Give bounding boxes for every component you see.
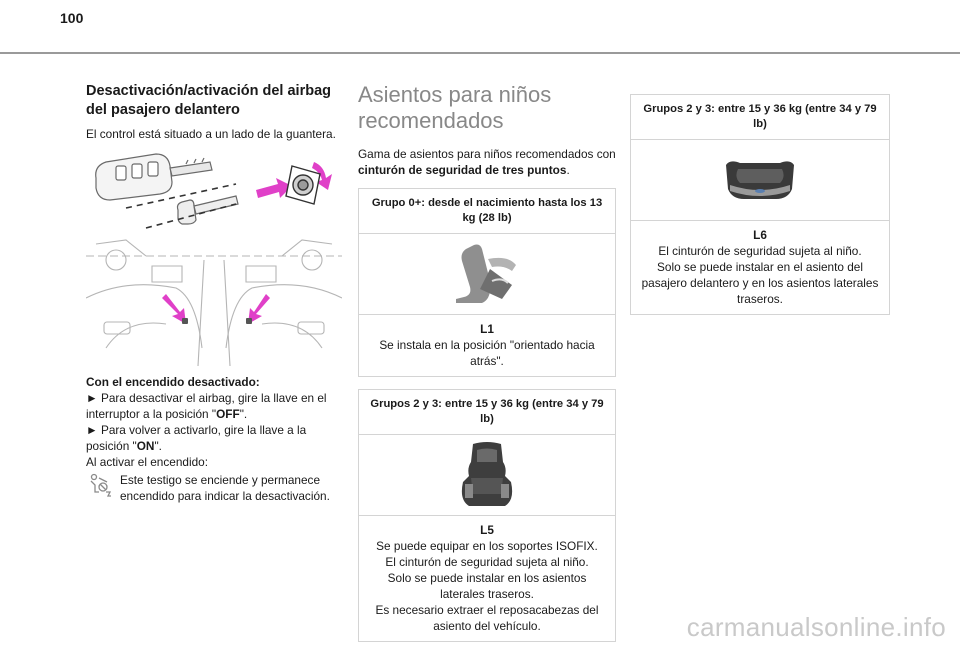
on-position: ON (136, 439, 155, 453)
right-column (630, 94, 890, 327)
seat-note: El cinturón de seguridad sujeta al niño. (385, 555, 589, 569)
seat-image-l1 (359, 234, 615, 315)
airbag-switch-illustration (86, 148, 342, 366)
seat-code: L1 (480, 322, 494, 336)
ignition-on-text: Al activar el encendido: (86, 455, 208, 469)
high-back-booster-seat-icon (455, 440, 519, 510)
seat-note: Se instala en la posición "orientado hacia atrás". (379, 338, 595, 368)
seat-note: Es necesario extraer el reposacabezas del asiento del vehículo. (375, 603, 599, 633)
seat-note: El cinturón de seguridad sujeta al niño. (658, 244, 862, 258)
seat-card-l1 (358, 188, 616, 377)
rear-facing-baby-seat-icon (452, 241, 522, 307)
airbag-intro: El control está situado a un lado de la guantera. (86, 127, 336, 141)
seat-card-l5 (358, 389, 616, 642)
seat-code: L6 (753, 228, 767, 242)
warning-text: Este testigo se enciende y permanece encendido para indicar la desactivación. (120, 473, 330, 503)
seat-note: Solo se puede instalar en los asientos laterales traseros. (387, 571, 587, 601)
booster-cushion-icon (720, 155, 800, 205)
seat-description (359, 315, 615, 376)
page-number: 100 (60, 10, 84, 26)
deactivate-step: ► Para desactivar el airbag, gire la llave en el interruptor a la posición "OFF". (86, 391, 327, 421)
reactivate-step: ► Para volver a activarlo, gire la llave a la posición "ON". (86, 423, 307, 453)
seat-group-label: Grupos 2 y 3: entre 15 y 36 kg (entre 34 y 79 lb) (631, 95, 889, 140)
site-watermark: carmanualsonline.info (686, 612, 946, 642)
child-seats-title: Asientos para niños recomendados (358, 82, 552, 133)
seat-description (631, 221, 889, 314)
airbag-off-warning-lamp-icon (86, 472, 112, 498)
airbag-off-warning (86, 472, 342, 504)
seat-description (359, 516, 615, 641)
seat-note: Se puede equipar en los soportes ISOFIX. (376, 539, 598, 553)
seat-image-l5 (359, 435, 615, 516)
seat-group-label: Grupos 2 y 3: entre 15 y 36 kg (entre 34 y 79 lb) (359, 390, 615, 435)
seat-note: Solo se puede instalar en el asiento del pasajero delantero y en los asientos laterales traseros. (641, 260, 879, 306)
child-seats-intro: Gama de asientos para niños recomendados con cinturón de seguridad de tres puntos. (358, 147, 616, 177)
seat-group-label: Grupo 0+: desde el nacimiento hasta los 13 kg (28 lb) (359, 189, 615, 234)
off-position: OFF (216, 407, 240, 421)
seat-code: L5 (480, 523, 494, 537)
seat-image-l6 (631, 140, 889, 221)
key-and-dashboard-drawing (86, 148, 342, 366)
airbag-section-title: Desactivación/activación del airbag del pasajero delantero (86, 83, 331, 118)
seat-card-l6 (630, 94, 890, 315)
three-point-belt: cinturón de seguridad de tres puntos (358, 163, 567, 177)
middle-column (358, 82, 616, 654)
header-rule (0, 52, 960, 54)
left-column (86, 82, 342, 504)
ignition-off-heading: Con el encendido desactivado: (86, 375, 260, 389)
